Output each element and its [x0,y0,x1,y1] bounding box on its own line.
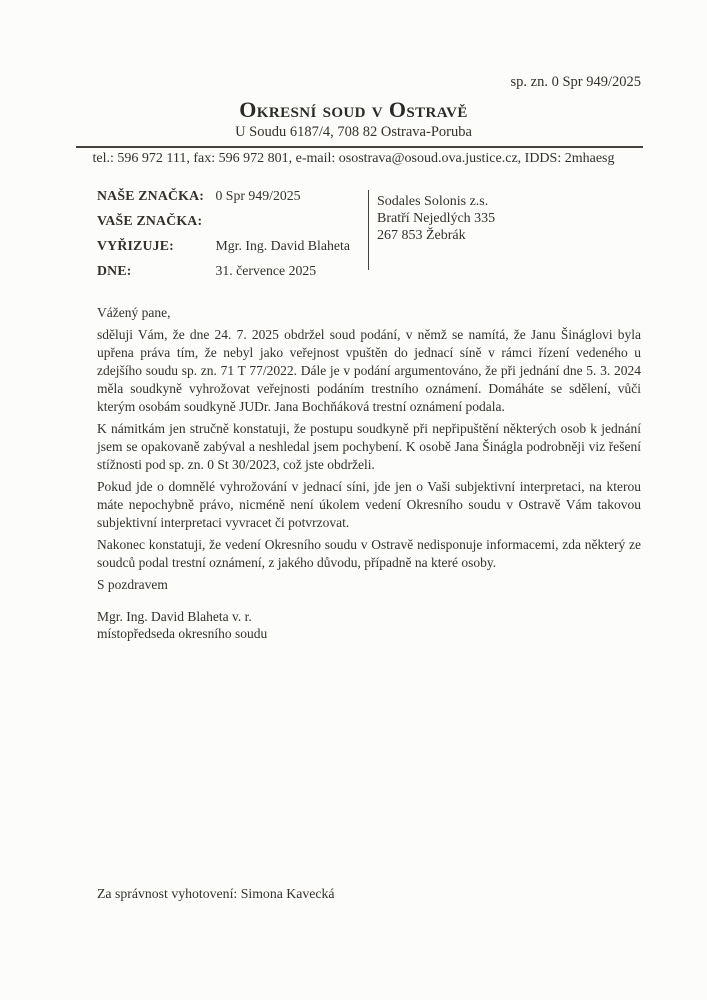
addressee-divider-line [368,190,369,270]
value-dne: 31. července 2025 [215,263,317,278]
reference-block [97,188,362,288]
value-nase-znacka: 0 Spr 949/2025 [215,188,301,203]
reference-row-nase-znacka [97,188,362,213]
reference-row-vase-znacka [97,213,362,238]
signature-title: místopředseda okresního soudu [97,626,268,641]
addressee-street: Bratří Nejedlých 335 [377,211,496,226]
addressee-block [377,193,495,244]
value-vyrizuje: Mgr. Ing. David Blaheta [215,238,350,253]
signature-block [97,608,641,642]
file-reference-number: sp. zn. 0 Spr 949/2025 [510,74,641,90]
header-divider-line [76,146,643,148]
label-vase-znacka: VAŠE ZNAČKA: [97,213,203,228]
addressee-name: Sodales Solonis z.s. [377,194,489,209]
reference-row-dne [97,263,362,288]
court-name-title: Okresní soud v Ostravě [239,97,468,122]
paragraph-4: Nakonec konstatuji, že vedení Okresního soudu v Ostravě nedisponuje informacemi, zda některý ze soudců podal trestní oznámení, z jakého důvodu, případně na které osoby. [97,537,641,570]
court-address: U Soudu 6187/4, 708 82 Ostrava-Poruba [235,124,472,140]
addressee-city: 267 853 Žebrák [377,228,466,243]
closing-phrase: S pozdravem [97,577,168,592]
paragraph-1: sděluji Vám, že dne 24. 7. 2025 obdržel soud podání, v němž se namítá, že Janu Šináglovi byla upřena práva tím, že nebyl jako veřejnost vpuštěn do jednací síně v rámci řízení vedeného u zdejšího soudu sp. zn. 71 T 77/2022. Dále je v podání argumentováno, že při jednání dne 5. 3. 2024 měla soudkyně vyhrožovat veřejnosti podáním trestního oznámení. Domáháte se sdělení, vůči kterým osobám soudkyně JUDr. Jana Bochňáková trestní oznámení podala. [97,327,641,414]
signature-name: Mgr. Ing. David Blaheta v. r. [97,609,252,624]
paragraph-3: Pokud jde o domnělé vyhrožování v jednací síni, jde jen o Vaši subjektivní interpretaci, na kterou máte nepochybně právo, nicméně není úkolem vedení Okresního soudu v Ostravě Vám takovou subjektivní interpretaci vyvracet či potvrzovat. [97,479,641,530]
label-vyrizuje: VYŘIZUJE: [97,238,174,253]
salutation: Vážený pane, [97,305,171,320]
court-contact-line: tel.: 596 972 111, fax: 596 972 801, e-mail: osostrava@osoud.ova.justice.cz, IDDS: 2mhaesg [92,151,615,166]
label-nase-znacka: NAŠE ZNAČKA: [97,188,205,203]
letter-body [97,304,641,642]
reference-row-vyrizuje [97,238,362,263]
label-dne: DNE: [97,263,132,278]
paragraph-2: K námitkám jen stručně konstatuji, že postupu soudkyně při nepřipuštění některých osob k jednání jsem se opakovaně zabýval a neshledal jsem pochybení. K osobě Jana Šinágla podrobněji viz řešení stížnosti pod sp. zn. 0 St 30/2023, což jste obdrželi. [97,421,641,472]
certification-line: Za správnost vyhotovení: Simona Kavecká [97,886,335,901]
